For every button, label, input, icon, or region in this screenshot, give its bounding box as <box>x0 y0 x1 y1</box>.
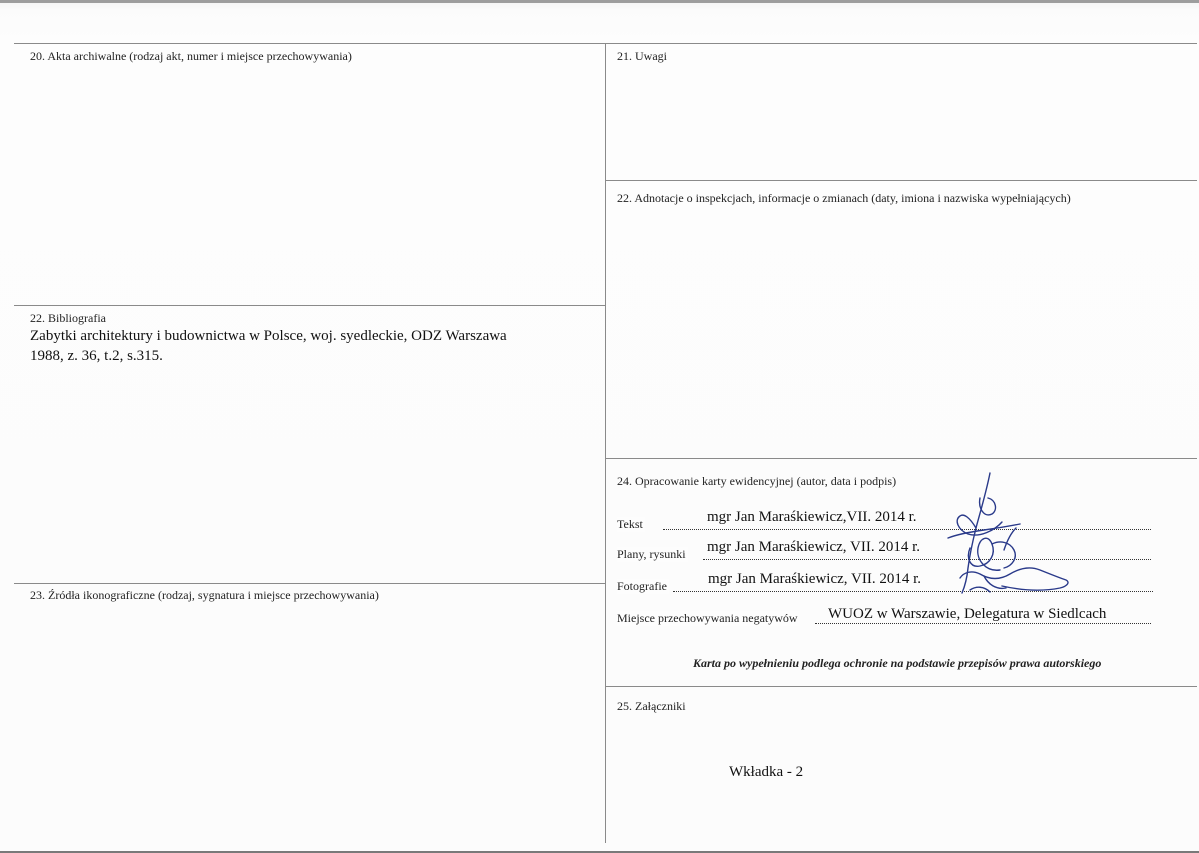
rule-left-2 <box>14 583 605 584</box>
rule-right-1 <box>605 180 1197 181</box>
handwritten-signature <box>940 468 1080 628</box>
dotted-line <box>673 591 1153 592</box>
field-plany-label: Plany, rysunki <box>617 547 686 561</box>
field-negatywy-label: Miejsce przechowywania negatywów <box>617 611 798 625</box>
section-24-label: 24. Opracowanie karty ewidencyjnej (autor, data i podpis) <box>617 474 897 488</box>
field-plany-value: mgr Jan Maraśkiewicz, VII. 2014 r. <box>707 539 921 555</box>
section-23-label: 23. Źródła ikonograficzne (rodzaj, sygnatura i miejsce przechowywania) <box>30 588 379 602</box>
field-fotografie-value: mgr Jan Maraśkiewicz, VII. 2014 r. <box>708 571 922 587</box>
section-20-label: 20. Akta archiwalne (rodzaj akt, numer i miejsce przechowywania) <box>30 49 352 63</box>
insert-label: Wkładka - 2 <box>729 764 804 780</box>
field-negatywy-value: WUOZ w Warszawie, Delegatura w Siedlcach <box>828 606 1107 622</box>
copyright-notice: Karta po wypełnieniu podlega ochronie na podstawie przepisów prawa autorskiego <box>693 656 1102 670</box>
center-divider <box>605 43 606 843</box>
field-tekst-value: mgr Jan Maraśkiewicz,VII. 2014 r. <box>707 509 917 525</box>
rule-left-1 <box>14 305 605 306</box>
scan-edge-top <box>0 0 1199 3</box>
section-21-label: 21. Uwagi <box>617 49 667 63</box>
section-22-adnotacje-label: 22. Adnotacje o inspekcjach, informacje o zmianach (daty, imiona i nazwiska wypełniających) <box>617 191 1071 205</box>
rule-right-2 <box>605 458 1197 459</box>
rule-right-3 <box>605 686 1197 687</box>
section-25-label: 25. Załączniki <box>617 699 686 713</box>
dotted-line <box>703 559 1151 560</box>
bibliografia-line-1: Zabytki architektury i budownictwa w Polsce, woj. syedleckie, ODZ Warszawa <box>30 328 507 344</box>
bibliografia-line-2: 1988, z. 36, t.2, s.315. <box>30 348 163 364</box>
field-fotografie-label: Fotografie <box>617 579 667 593</box>
section-22-bibliografia-label: 22. Bibliografia <box>30 311 106 325</box>
field-tekst-label: Tekst <box>617 517 643 531</box>
